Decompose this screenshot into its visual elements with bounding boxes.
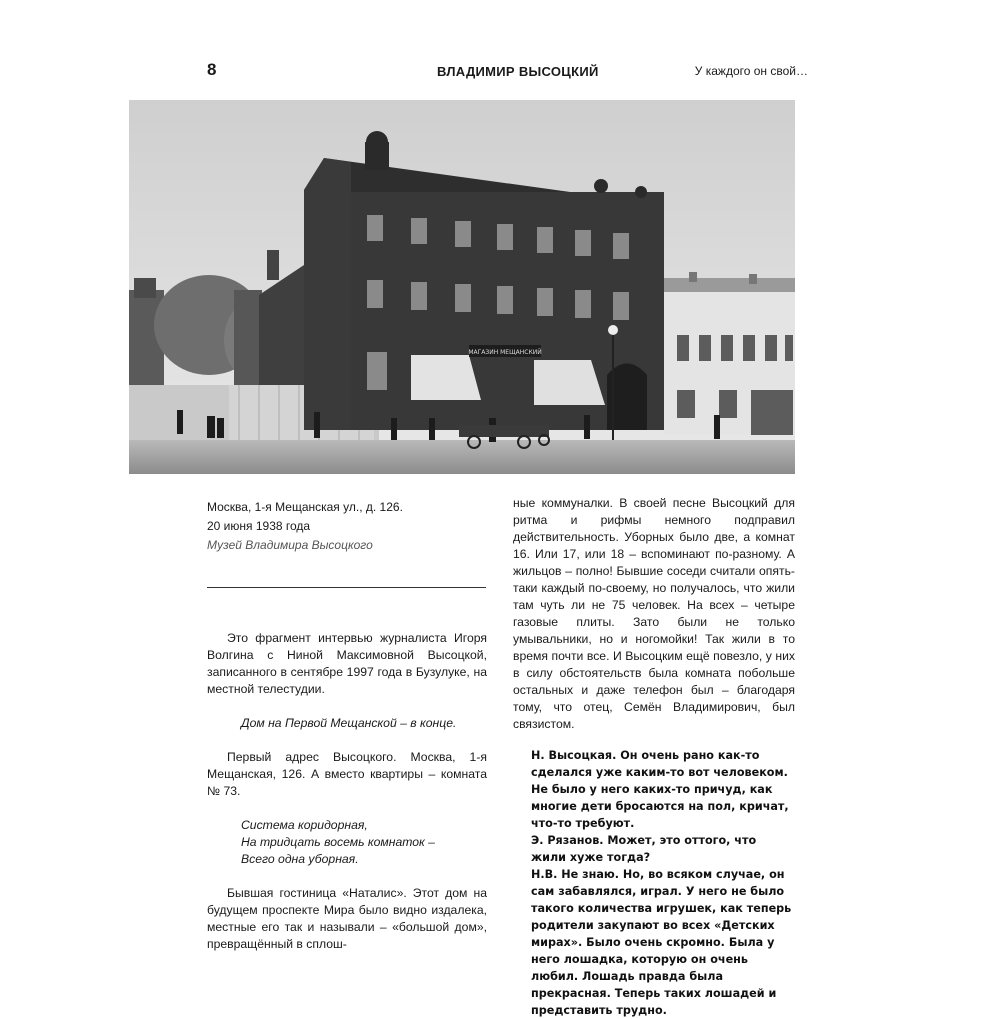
photo-caption xyxy=(207,498,487,555)
page-number: 8 xyxy=(207,60,217,79)
caption-divider xyxy=(207,587,486,588)
interview-line: Н. Высоцкая. Он очень рано как-то сделался уже каким-то вот человеком. Не было у него каких-то причуд, как многие дети бросаются на пол, кричат, что-то требуют. xyxy=(531,749,789,830)
hotel-paragraph: Бывшая гостиница «Наталис». Этот дом на будущем проспекте Мира было видно издалека, местные его так и называли – «большой дом», превращённый в сплош- xyxy=(207,886,487,951)
interview-line: Э. Рязанов. Может, это оттого, что жили хуже тогда? xyxy=(531,834,757,864)
running-title: ВЛАДИМИР ВЫСОЦКИЙ xyxy=(437,64,599,79)
historic-building-photo xyxy=(129,100,795,474)
song-verse xyxy=(207,817,487,868)
section-title: У каждого он свой… xyxy=(694,64,808,78)
interview-excerpt xyxy=(531,747,795,1019)
first-address-paragraph: Первый адрес Высоцкого. Москва, 1-я Мещанская, 126. А вместо квартиры – комната № 73. xyxy=(207,750,487,798)
caption-place: Москва, 1-я Мещанская ул., д. 126. xyxy=(207,500,403,514)
verse-line: Всего одна уборная. xyxy=(241,852,359,866)
left-column xyxy=(207,630,487,953)
caption-credit: Музей Владимира Высоцкого xyxy=(207,538,373,552)
right-column xyxy=(513,495,795,1019)
intro-paragraph: Это фрагмент интервью журналиста Игоря Волгина с Ниной Максимовной Высоцкой, записанного в сентябре 1997 года в Бузулуке, на местной телестудии. xyxy=(207,631,487,696)
interview-line: Н.В. Не знаю. Но, во всяком случае, он сам забавлялся, играл. У него не было такого количества игрушек, как теперь родители закупают во всех «Детских мирах». Было очень скромно. Была у него лошадка, которую он очень любил. Лошадь правда была прекрасная. Теперь таких лошадей и представить трудно. xyxy=(531,868,792,1017)
communal-paragraph: ные коммуналки. В своей песне Высоцкий для ритма и рифмы немного подправил действительность. Уборных было две, а комнат 16. Или 17, или 18 – вспоминают по-разному. А жильцов – полно! Бывшие соседи считали опять-таки каждый по-своему, но получалось, что жили там чуть ли не 75 человек. На всех – четыре газовые плиты. Зато были не только умывальники, но и ногомойки! Так жили в то время почти все. И Высоцким ещё повезло, у них в силу обстоятельств была комната побольше остальных и даже телефон был – благодаря тому, что отец, Семён Владимирович, был связистом. xyxy=(513,496,795,731)
verse-line: Система коридорная, xyxy=(241,818,368,832)
caption-date: 20 июня 1938 года xyxy=(207,519,311,533)
verse-line: На тридцать восемь комнаток – xyxy=(241,835,435,849)
shop-sign-text: МАГАЗИН МЕЩАНСКИЙ xyxy=(468,349,542,356)
song-quote: Дом на Первой Мещанской – в конце. xyxy=(241,716,457,730)
